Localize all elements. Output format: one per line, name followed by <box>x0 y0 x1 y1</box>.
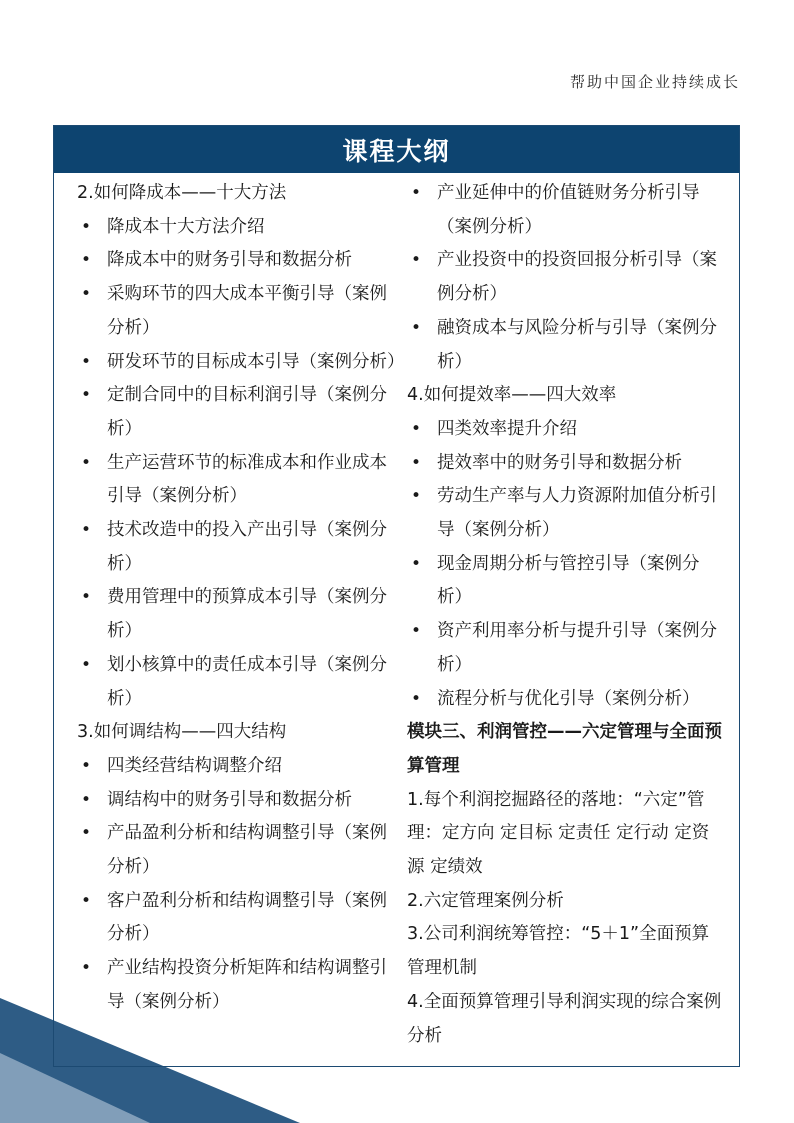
bullet-icon: • <box>411 688 422 709</box>
outline-bullet-item <box>407 312 725 379</box>
outline-bullet-item <box>407 683 725 717</box>
outline-item-text: 降成本中的财务引导和数据分析 <box>107 250 352 271</box>
outline-item-text: 产业投资中的投资回报分析引导（案例分析） <box>437 250 717 305</box>
outline-left-column <box>77 177 405 1020</box>
outline-bullet-item <box>77 750 397 784</box>
outline-paragraph: 4.全面预算管理引导利润实现的综合案例分析 <box>407 991 722 1046</box>
outline-bullet-item <box>77 649 397 716</box>
outline-item-text: 定制合同中的目标利润引导（案例分析） <box>107 385 387 439</box>
outline-item-text: 费用管理中的预算成本引导（案例分析） <box>107 587 387 642</box>
outline-bullet-item <box>407 244 725 311</box>
outline-bullet-item <box>77 952 397 1019</box>
bullet-icon: • <box>411 317 422 338</box>
bullet-icon: • <box>81 958 92 979</box>
outline-item-text: 产品盈利分析和结构调整引导（案例分析） <box>107 823 387 878</box>
bullet-icon: • <box>81 520 92 541</box>
outline-bullet-item <box>407 615 725 682</box>
outline-title: 课程大纲 <box>54 126 739 173</box>
bullet-icon: • <box>81 755 92 776</box>
outline-item-text: 四类效率提升介绍 <box>437 418 577 439</box>
outline-item-text: 四类经营结构调整介绍 <box>107 755 282 776</box>
outline-bullet-item <box>77 379 397 446</box>
outline-item-text: 现金周期分析与管控引导（案例分析） <box>437 553 700 608</box>
bullet-icon: • <box>81 452 92 473</box>
bullet-icon: • <box>81 587 92 608</box>
outline-bullet-item <box>407 177 725 244</box>
outline-paragraph: 3.公司利润统筹管控：“5＋1”全面预算管理机制 <box>407 924 710 979</box>
outline-item-text: 产业延伸中的价值链财务分析引导（案例分析） <box>437 183 700 237</box>
bullet-icon: • <box>411 183 422 203</box>
outline-item-text: 划小核算中的责任成本引导（案例分析） <box>107 654 387 709</box>
outline-section-heading: 4.如何提效率——四大效率 <box>407 385 617 406</box>
outline-bullet-item <box>77 514 397 581</box>
outline-bullet-item <box>77 784 397 818</box>
header-tagline: 帮助中国企业持续成长 <box>569 73 740 91</box>
outline-item-text: 研发环节的目标成本引导（案例分析） <box>107 351 405 372</box>
outline-item-text: 资产利用率分析与提升引导（案例分析） <box>437 621 717 675</box>
bullet-icon: • <box>81 216 92 237</box>
outline-item-text: 融资成本与风险分析与引导（案例分析） <box>437 317 717 372</box>
outline-bullet-item <box>77 581 397 648</box>
outline-section-heading: 3.如何调结构——四大结构 <box>77 722 287 743</box>
bullet-icon: • <box>411 486 422 507</box>
outline-item-text: 客户盈利分析和结构调整引导（案例分析） <box>107 890 387 945</box>
bullet-icon: • <box>81 890 92 911</box>
outline-bullet-item <box>407 480 725 547</box>
bullet-icon: • <box>411 553 422 574</box>
course-outline-panel <box>53 125 740 1067</box>
outline-paragraph: 2.六定管理案例分析 <box>407 890 564 911</box>
outline-item-text: 劳动生产率与人力资源附加值分析引导（案例分析） <box>437 486 717 541</box>
outline-item-text: 生产运营环节的标准成本和作业成本引导（案例分析） <box>107 452 387 507</box>
bullet-icon: • <box>411 418 422 439</box>
bullet-icon: • <box>81 654 92 675</box>
bullet-icon: • <box>411 621 422 642</box>
outline-item-text: 流程分析与优化引导（案例分析） <box>437 688 700 709</box>
outline-bullet-item <box>77 885 397 952</box>
bullet-icon: • <box>81 250 92 271</box>
outline-paragraph: 1.每个利润挖掘路径的落地：“六定”管理：定方向 定目标 定责任 定行动 定资源 定绩效 <box>407 789 710 878</box>
outline-item-text: 提效率中的财务引导和数据分析 <box>437 452 682 473</box>
outline-bullet-item <box>407 447 725 481</box>
bullet-icon: • <box>81 284 92 305</box>
bullet-icon: • <box>81 823 92 844</box>
outline-item-text: 调结构中的财务引导和数据分析 <box>107 789 352 810</box>
bullet-icon: • <box>411 250 422 271</box>
outline-item-text: 技术改造中的投入产出引导（案例分析） <box>107 520 387 574</box>
bullet-icon: • <box>81 351 92 372</box>
outline-section-heading: 模块三、利润管控——六定管理与全面预算管理 <box>407 722 722 776</box>
bullet-icon: • <box>81 789 92 810</box>
outline-bullet-item <box>77 211 397 245</box>
outline-bullet-item <box>407 548 725 615</box>
outline-bullet-item <box>77 244 397 278</box>
outline-item-text: 降成本十大方法介绍 <box>107 216 265 237</box>
outline-item-text: 采购环节的四大成本平衡引导（案例分析） <box>107 284 387 338</box>
bullet-icon: • <box>81 385 92 406</box>
outline-right-column <box>407 177 725 1053</box>
outline-bullet-item <box>77 346 405 380</box>
bullet-icon: • <box>411 452 422 473</box>
outline-bullet-item <box>77 817 397 884</box>
outline-bullet-item <box>77 278 397 345</box>
outline-bullet-item <box>77 447 397 514</box>
outline-item-text: 产业结构投资分析矩阵和结构调整引导（案例分析） <box>107 958 387 1012</box>
outline-section-heading: 2.如何降成本——十大方法 <box>77 183 287 203</box>
outline-bullet-item <box>407 413 725 447</box>
